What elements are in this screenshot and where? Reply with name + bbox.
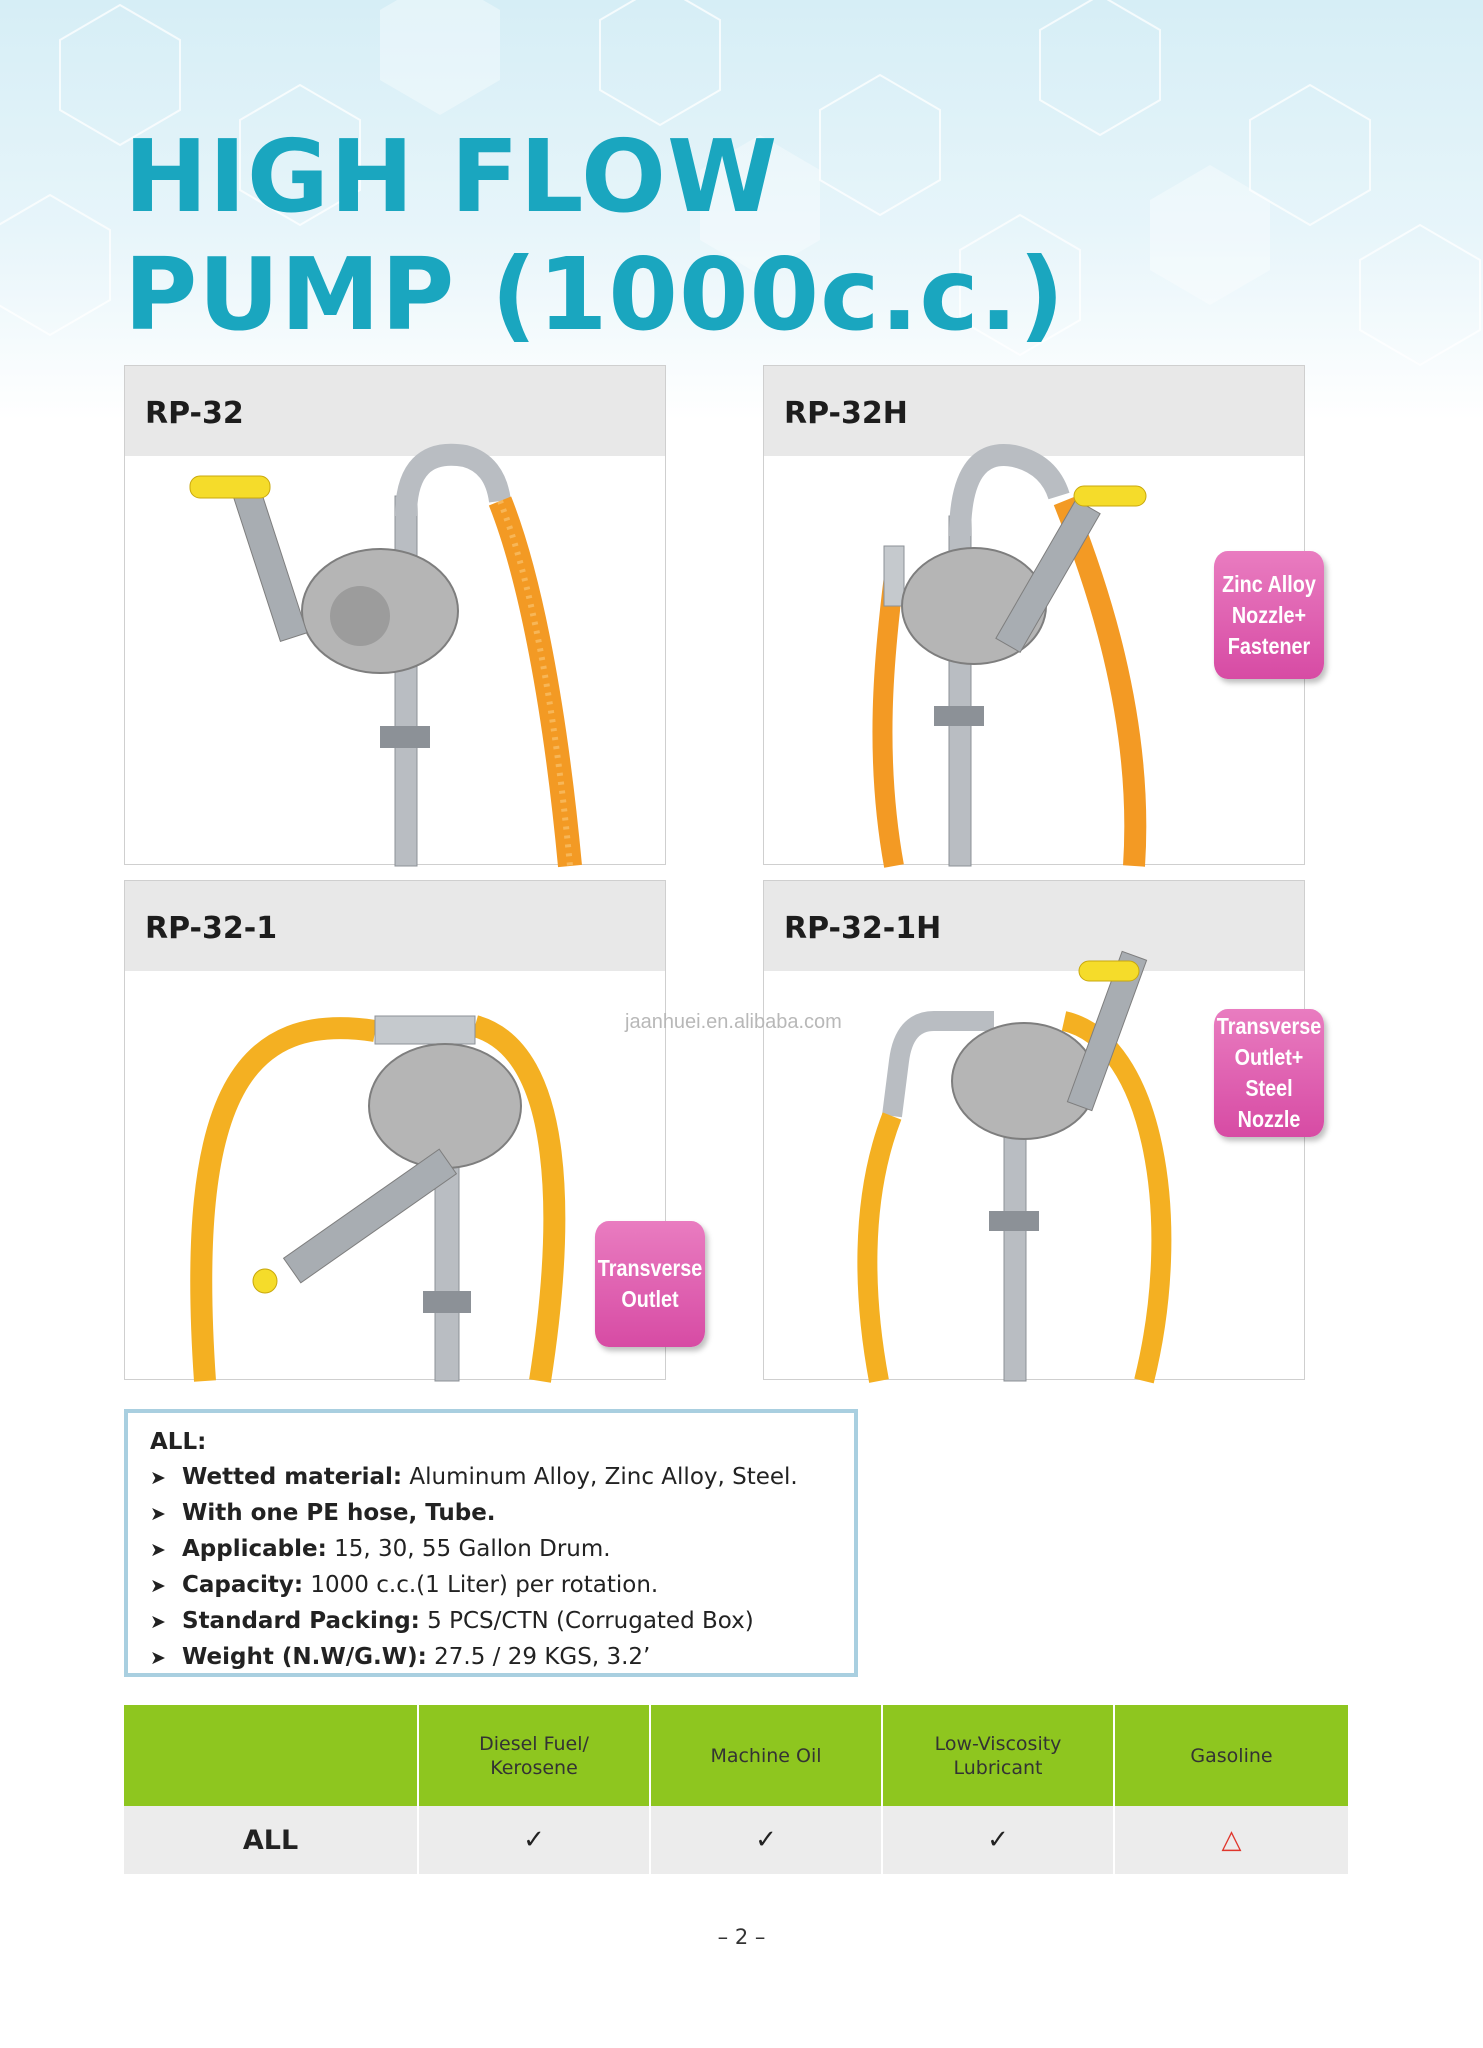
product-model: RP-32H — [764, 366, 1304, 456]
product-model: RP-32-1 — [125, 881, 665, 971]
badge-line: Nozzle+ — [1231, 601, 1307, 628]
title-line-1: HIGH FLOW — [124, 118, 779, 235]
spec-value: 1000 c.c.(1 Liter) per rotation. — [303, 1572, 659, 1598]
spec-label: Wetted material: — [182, 1464, 403, 1490]
header-line: Lubricant — [953, 1756, 1043, 1779]
spec-item — [150, 1640, 832, 1676]
spec-value: 27.5 / 29 KGS, 3.2’ — [426, 1644, 651, 1670]
product-model: RP-32 — [125, 366, 665, 456]
feature-badge — [1214, 551, 1324, 679]
warning-triangle-icon: △ — [1114, 1806, 1348, 1874]
spec-item — [150, 1568, 832, 1604]
check-mark-icon: ✓ — [882, 1806, 1114, 1874]
spec-label: Applicable: — [182, 1536, 327, 1562]
badge-line: Transverse — [597, 1255, 703, 1281]
row-label: ALL — [124, 1806, 418, 1874]
page-title — [124, 118, 1065, 354]
badge-line: Transverse — [1216, 1013, 1322, 1039]
header-line: Kerosene — [490, 1756, 578, 1779]
header-line: Diesel Fuel/ — [479, 1732, 589, 1755]
header-line: Low-Viscosity — [934, 1732, 1062, 1755]
spec-item — [150, 1532, 832, 1568]
table-header-row — [124, 1705, 1348, 1806]
product-card-rp-32 — [124, 365, 666, 865]
spec-label: Standard Packing: — [182, 1608, 420, 1634]
specifications-box — [124, 1409, 858, 1677]
arrow-bullet-icon: ➤ — [150, 1503, 166, 1525]
badge-line: Fastener — [1227, 632, 1311, 659]
title-line-2: PUMP (1000c.c.) — [124, 236, 1066, 353]
product-card-rp-32h — [763, 365, 1316, 865]
specs-heading: ALL: — [150, 1429, 207, 1455]
pump-image-rp-32-1 — [125, 971, 667, 1381]
badge-line: Outlet — [621, 1286, 679, 1312]
table-row — [124, 1806, 1348, 1874]
column-header — [418, 1705, 650, 1806]
spec-item — [150, 1604, 832, 1640]
spec-label: Capacity: — [182, 1572, 304, 1598]
column-header — [650, 1705, 882, 1806]
arrow-bullet-icon: ➤ — [150, 1575, 166, 1597]
check-mark-icon: ✓ — [650, 1806, 882, 1874]
page-number: – 2 – — [717, 1925, 766, 1949]
feature-badge — [1214, 1009, 1324, 1137]
product-card-rp-32-1h — [763, 880, 1322, 1380]
watermark: jaanhuei.en.alibaba.com — [625, 1011, 842, 1033]
column-header — [1114, 1705, 1348, 1806]
pump-image-rp-32 — [125, 456, 667, 866]
header-line: Machine Oil — [710, 1744, 822, 1767]
arrow-bullet-icon: ➤ — [150, 1539, 166, 1561]
spec-value: 5 PCS/CTN (Corrugated Box) — [419, 1608, 754, 1634]
header-empty-cell — [124, 1705, 418, 1806]
spec-item — [150, 1496, 832, 1532]
column-header — [882, 1705, 1114, 1806]
spec-item — [150, 1460, 832, 1496]
product-card-rp-32-1 — [124, 880, 703, 1380]
header-line: Gasoline — [1190, 1744, 1273, 1767]
arrow-bullet-icon: ➤ — [150, 1647, 166, 1669]
spec-label: With one PE hose, Tube. — [182, 1500, 496, 1526]
badge-line: Steel Nozzle — [1237, 1075, 1301, 1132]
product-model: RP-32-1H — [764, 881, 1304, 971]
arrow-bullet-icon: ➤ — [150, 1611, 166, 1633]
badge-line: Zinc Alloy — [1222, 570, 1316, 597]
badge-line: Outlet+ — [1234, 1044, 1304, 1070]
check-mark-icon: ✓ — [418, 1806, 650, 1874]
spec-value: 15, 30, 55 Gallon Drum. — [326, 1536, 611, 1562]
spec-label: Weight (N.W/G.W): — [182, 1644, 427, 1670]
feature-badge — [595, 1221, 705, 1347]
fluid-compatibility-table — [124, 1705, 1348, 1874]
spec-value: Aluminum Alloy, Zinc Alloy, Steel. — [402, 1464, 798, 1490]
arrow-bullet-icon: ➤ — [150, 1467, 166, 1489]
